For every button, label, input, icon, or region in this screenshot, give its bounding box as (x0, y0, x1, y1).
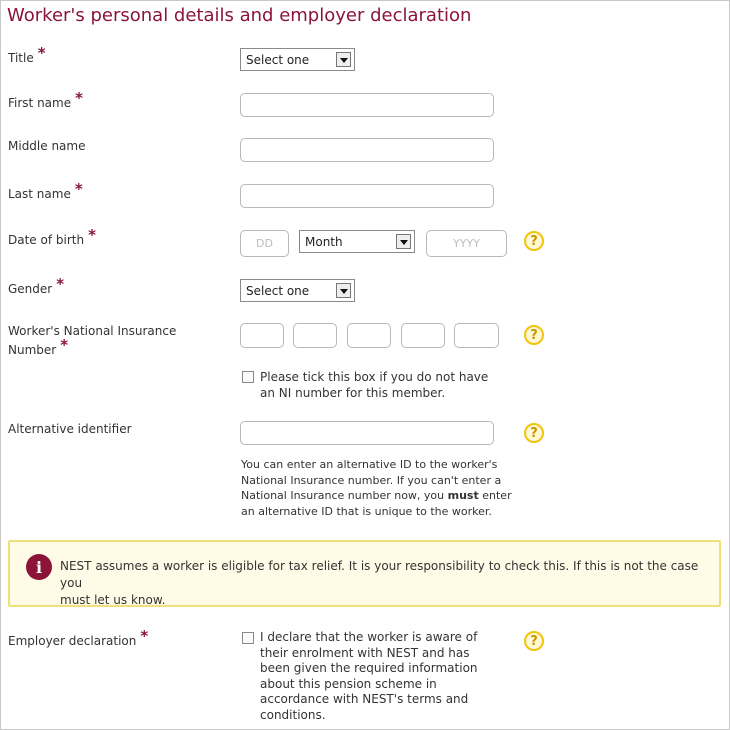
first-name-label (8, 89, 83, 112)
last-name-label-text: Last name (8, 187, 71, 201)
declaration-line4: about this pension scheme in (260, 676, 437, 691)
last-name-label (8, 180, 83, 203)
declaration-line6: conditions. (260, 707, 326, 722)
tax-relief-notice (8, 540, 721, 607)
alt-id-hint-line2: National Insurance number. If you can't enter a (241, 473, 502, 487)
dob-label (8, 226, 96, 249)
gender-label-text: Gender (8, 282, 53, 296)
no-ni-line2: an NI number for this member. (260, 386, 446, 400)
first-name-input[interactable] (240, 93, 494, 117)
title-label-text: Title (8, 51, 34, 65)
ni-box-4[interactable] (401, 323, 445, 348)
required-marker: * (74, 180, 83, 198)
declaration-label (8, 627, 149, 650)
title-select[interactable] (240, 48, 355, 71)
required-marker: * (37, 44, 46, 62)
required-marker: * (88, 226, 96, 244)
title-label (8, 44, 46, 67)
chevron-down-icon (396, 234, 411, 249)
help-icon[interactable]: ? (524, 231, 544, 251)
help-icon[interactable]: ? (524, 325, 544, 345)
dob-label-text: Date of birth (8, 233, 85, 247)
gender-label (8, 275, 65, 298)
alt-id-hint-line4: an alternative ID that is unique to the worker. (241, 504, 492, 518)
no-ni-line1: Please tick this box if you do not have (260, 370, 489, 384)
alt-id-input[interactable] (240, 421, 494, 445)
notice-text (60, 558, 700, 609)
alt-id-hint-line1: You can enter an alternative ID to the worker's (241, 458, 498, 471)
gender-select-value: Select one (246, 283, 310, 298)
declaration-line3: been given the required information (260, 661, 478, 675)
first-name-label-text: First name (8, 96, 72, 110)
gender-select[interactable] (240, 279, 355, 302)
no-ni-checkbox[interactable] (242, 371, 254, 383)
page-title: Worker's personal details and employer declaration (7, 5, 472, 26)
middle-name-label: Middle name (8, 139, 86, 153)
alt-id-label: Alternative identifier (8, 422, 132, 436)
ni-box-3[interactable] (347, 323, 391, 348)
declaration-line1: I declare that the worker is aware of (260, 630, 478, 644)
ni-box-5[interactable] (454, 323, 499, 348)
notice-line1: NEST assumes a worker is eligible for tax relief. It is your responsibility to check this. If this is not the case you (60, 559, 699, 590)
info-icon: i (26, 554, 52, 580)
declaration-line2: their enrolment with NEST and has (260, 645, 470, 660)
dob-month-select[interactable] (299, 230, 415, 253)
ni-box-2[interactable] (293, 323, 337, 348)
ni-label (8, 322, 176, 359)
declaration-line5: accordance with NEST's terms and (260, 692, 469, 706)
no-ni-label (260, 369, 488, 401)
alt-id-hint-line3-pre: National Insurance number now, you (241, 489, 448, 502)
help-icon[interactable]: ? (524, 423, 544, 443)
required-marker: * (140, 627, 149, 645)
dob-year-input[interactable]: YYYY (426, 230, 507, 257)
dob-day-input[interactable]: DD (240, 230, 289, 257)
declaration-checkbox[interactable] (242, 632, 254, 644)
chevron-down-icon (336, 52, 351, 67)
alt-id-hint (241, 457, 512, 519)
ni-label-line2: Number (8, 343, 57, 357)
ni-box-1[interactable] (240, 323, 284, 348)
declaration-text (260, 630, 478, 723)
declaration-label-text: Employer declaration (8, 634, 137, 648)
title-select-value: Select one (246, 52, 310, 67)
required-marker: * (56, 275, 65, 293)
required-marker: * (75, 89, 83, 107)
help-icon[interactable]: ? (524, 631, 544, 651)
last-name-input[interactable] (240, 184, 494, 208)
ni-label-line1: Worker's National Insurance (8, 324, 177, 338)
dob-month-value: Month (305, 234, 343, 249)
middle-name-input[interactable] (240, 138, 494, 162)
chevron-down-icon (336, 283, 351, 298)
alt-id-hint-line3-post: enter (478, 489, 512, 502)
alt-id-hint-must: must (447, 489, 479, 502)
notice-line2: must let us know. (60, 593, 166, 607)
alt-id-hint-line3 (241, 488, 512, 504)
required-marker: * (60, 336, 69, 354)
